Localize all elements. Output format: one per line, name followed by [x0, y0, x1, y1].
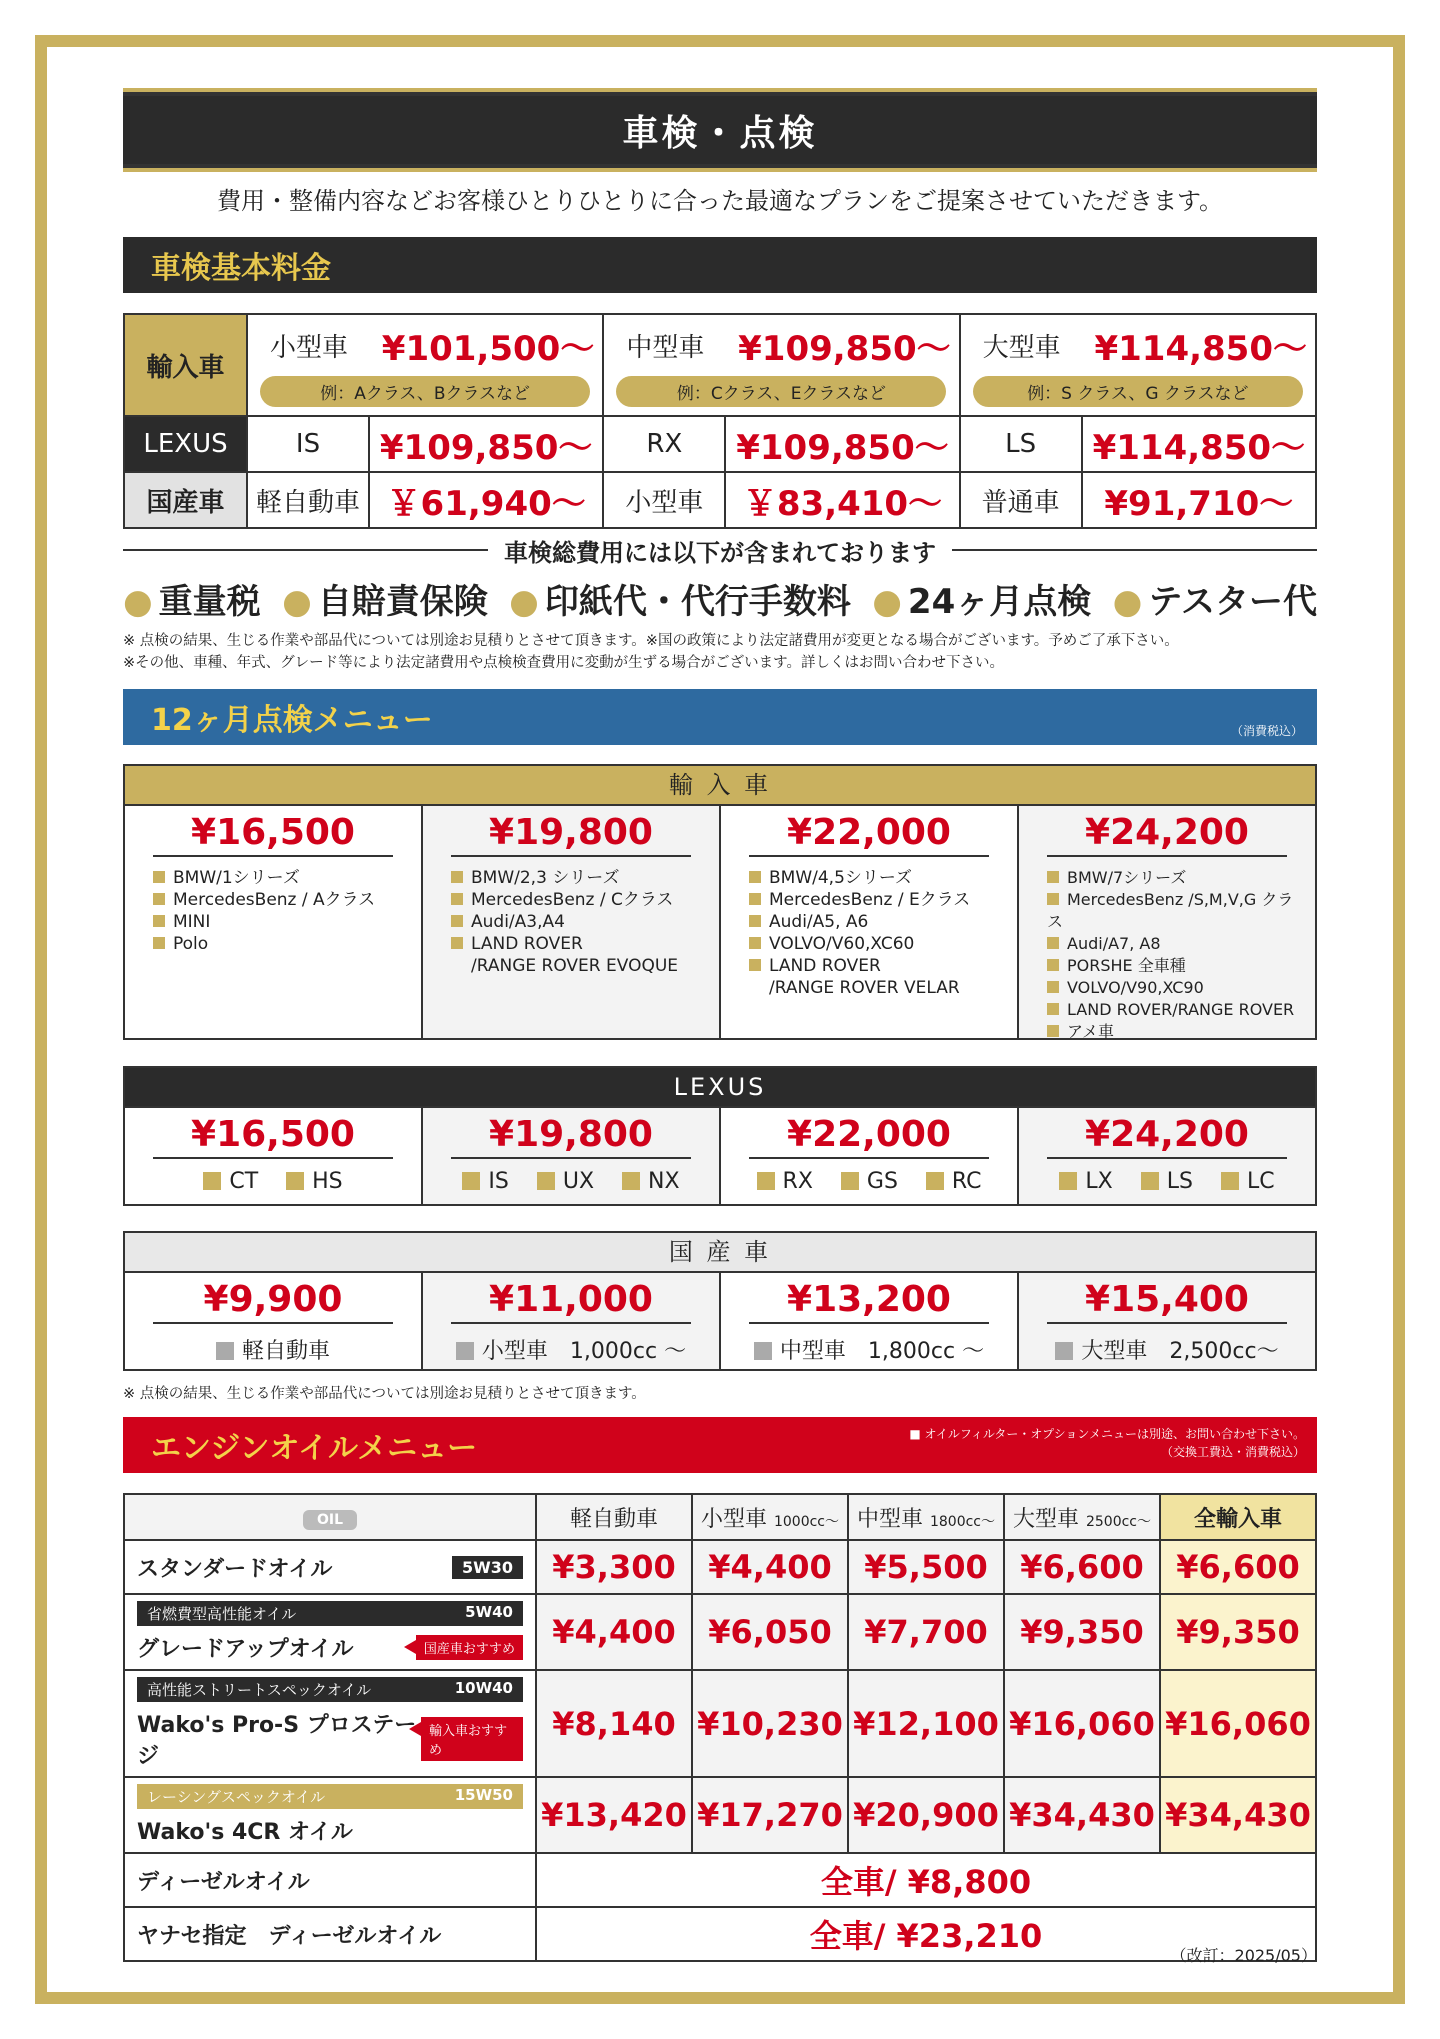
- table-row: [124, 1853, 1316, 1907]
- model-item: BMW/7シリーズ: [1047, 867, 1301, 889]
- class-tag: 中型車 1,800cc 〜: [754, 1334, 984, 1365]
- row-label-domestic: 国産車: [124, 472, 247, 528]
- inspection-domestic-label: 国 産 車: [125, 1233, 1315, 1273]
- example-pill: 例：S クラス、G クラスなど: [973, 376, 1303, 407]
- price: ¥22,000: [749, 812, 989, 857]
- model-item: MINI: [153, 911, 407, 933]
- class-tag: 軽自動車: [216, 1334, 330, 1365]
- model-item: アメ車: [1047, 1021, 1301, 1043]
- model-tag: UX: [537, 1169, 594, 1194]
- oil-name: ディーゼルオイル: [124, 1853, 536, 1907]
- price: ¥19,800: [451, 1114, 691, 1159]
- inspection-column: [125, 1108, 423, 1204]
- model-item: Polo: [153, 933, 407, 955]
- price: ¥4,400: [692, 1540, 848, 1594]
- inspection-column: [721, 1273, 1019, 1369]
- oil-name-cell: [124, 1540, 536, 1594]
- table-row: [124, 1540, 1316, 1594]
- oil-name-cell: [124, 1670, 536, 1777]
- car-class: 中型車: [626, 333, 705, 363]
- model-item: /RANGE ROVER VELAR: [769, 978, 960, 998]
- col-header: 全輸入車: [1160, 1494, 1316, 1540]
- price: ￥83,410〜: [725, 472, 959, 528]
- inspection-column: [125, 1273, 423, 1369]
- oil-price-table: [123, 1493, 1317, 1962]
- oil-name-cell: [124, 1777, 536, 1853]
- price: ¥9,900: [153, 1279, 393, 1324]
- model-item: Audi/A5, A6: [749, 911, 1003, 933]
- inspection-section-title: 12ヶ月点検メニュー （消費税込）: [123, 689, 1317, 745]
- car-class: 小型車: [603, 472, 725, 528]
- note-line: ※その他、車種、年式、グレード等により法定諸費用や点検検査費用に変動が生ずる場合がございます。詳しくはお問い合わせ下さい。: [123, 655, 1004, 671]
- inspection-column: [721, 1108, 1019, 1204]
- model-tag: CT: [203, 1169, 258, 1194]
- model-item: BMW/2,3 シリーズ: [451, 867, 705, 889]
- include-item: ● 印紙代・代行手数料: [509, 574, 851, 624]
- col-header: 大型車 2500cc〜: [1004, 1494, 1160, 1540]
- col-header: 中型車 1800cc〜: [848, 1494, 1004, 1540]
- model-tag: LS: [1141, 1169, 1193, 1194]
- price: ¥109,850〜: [369, 416, 603, 472]
- page-title-bar: [123, 88, 1317, 172]
- includes-heading: 車検総費用には以下が含まれております: [123, 532, 1317, 568]
- inspection-column: [423, 1108, 721, 1204]
- intro-text: 費用・整備内容などお客様ひとりひとりに合った最適なプランをご提案させていただきます。: [216, 187, 1224, 215]
- price: ¥114,850〜: [1082, 416, 1316, 472]
- model-item: VOLVO/V60,XC60: [749, 933, 1003, 955]
- model-item: PORSHE 全車種: [1047, 955, 1301, 977]
- model-tag: LC: [1221, 1169, 1275, 1194]
- oil-subtitle-bar: 省燃費型高性能オイル 5W40: [137, 1601, 523, 1626]
- price: ¥101,500〜: [381, 329, 595, 369]
- oil-section-title: エンジンオイルメニュー ■ オイルフィルター・オプションメニューは別途、お問い合わせ下さい。 （交換工費込・消費税込）: [123, 1417, 1317, 1473]
- inspection-imported-box: [123, 764, 1317, 1040]
- model-tag: RC: [926, 1169, 982, 1194]
- inspection-column: [423, 806, 721, 1038]
- price: ¥16,500: [153, 1114, 393, 1159]
- oil-name: Wako's 4CR オイル: [137, 1820, 353, 1845]
- row-label-lexus: LEXUS: [124, 416, 247, 472]
- model-item: BMW/1シリーズ: [153, 867, 407, 889]
- oil-name-cell: [124, 1594, 536, 1670]
- price: ¥34,430: [1004, 1777, 1160, 1853]
- inspection-column: [423, 1273, 721, 1369]
- price: ¥24,200: [1047, 1114, 1287, 1159]
- oil-name: ヤナセ指定 ディーゼルオイル: [124, 1907, 536, 1961]
- oil-icon-cell: [124, 1494, 536, 1540]
- price: ¥10,230: [692, 1670, 848, 1777]
- oil-name: グレードアップオイル: [137, 1637, 354, 1662]
- oil-name: スタンダードオイル: [137, 1556, 333, 1582]
- price: ¥5,500: [848, 1540, 1004, 1594]
- oil-note: （交換工費込・消費税込）: [1160, 1445, 1305, 1459]
- inspection-lexus-box: [123, 1066, 1317, 1206]
- model-tag: RX: [757, 1169, 813, 1194]
- price: ¥19,800: [451, 812, 691, 857]
- oil-subtitle-bar: 高性能ストリートスペックオイル 10W40: [137, 1677, 523, 1702]
- model-item: MercedesBenz / Aクラス: [153, 889, 407, 911]
- price: ¥12,100: [848, 1670, 1004, 1777]
- car-class: 小型車: [270, 333, 349, 363]
- price: ¥109,850〜: [738, 329, 951, 369]
- tax-note: （消費税込）: [1230, 724, 1303, 738]
- price: ¥6,050: [692, 1594, 848, 1670]
- includes-list: [123, 574, 1317, 624]
- price: ¥16,500: [153, 812, 393, 857]
- price: 全車/ ¥8,800: [536, 1853, 1316, 1907]
- inspection-imported-label: 輸 入 車: [125, 766, 1315, 806]
- oil-name: Wako's Pro-S プロステージ: [137, 1713, 417, 1769]
- include-item: ● 重量税: [123, 574, 261, 624]
- car-class: RX: [603, 416, 725, 472]
- recommend-badge: 国産車おすすめ: [416, 1635, 523, 1660]
- imported-medium-cell: [603, 314, 959, 416]
- include-item: ● テスター代: [1113, 574, 1317, 624]
- model-item: Audi/A7, A8: [1047, 933, 1301, 955]
- class-tag: 大型車 2,500cc〜: [1055, 1334, 1278, 1365]
- price: ¥20,900: [848, 1777, 1004, 1853]
- price: ¥34,430: [1160, 1777, 1316, 1853]
- page-title: 車検・点検: [123, 96, 1317, 164]
- note-line: ※ 点検の結果、生じる作業や部品代については別途お見積りとさせて頂きます。※国の政策により法定諸費用が変更となる場合がございます。予めご了承下さい。: [123, 633, 1179, 649]
- model-tag: IS: [462, 1169, 508, 1194]
- oil-notes: [909, 1425, 1305, 1461]
- include-item: ● 自賠責保険: [282, 574, 488, 624]
- model-item: MercedesBenz / Eクラス: [749, 889, 1003, 911]
- price: ¥16,060: [1160, 1670, 1316, 1777]
- price: ¥6,600: [1160, 1540, 1316, 1594]
- table-row: [124, 1777, 1316, 1853]
- recommend-badge: 輸入車おすすめ: [421, 1717, 523, 1761]
- inspection-lexus-label: LEXUS: [125, 1068, 1315, 1108]
- price: ¥8,140: [536, 1670, 692, 1777]
- price: ¥16,060: [1004, 1670, 1160, 1777]
- inspection-column: [721, 806, 1019, 1038]
- class-tag: 小型車 1,000cc 〜: [456, 1334, 686, 1365]
- row-label-imported: 輸入車: [124, 314, 247, 416]
- car-class: 軽自動車: [247, 472, 369, 528]
- col-header: 小型車 1000cc〜: [692, 1494, 848, 1540]
- model-item: Audi/A3,A4: [451, 911, 705, 933]
- car-class: IS: [247, 416, 369, 472]
- model-tag: GS: [841, 1169, 898, 1194]
- revision-date: （改訂：2025/05）: [1170, 1946, 1317, 1965]
- price: ￥61,940〜: [369, 472, 603, 528]
- model-item: BMW/4,5シリーズ: [749, 867, 1003, 889]
- example-pill: 例：Aクラス、Bクラスなど: [260, 376, 590, 407]
- table-row: [124, 1594, 1316, 1670]
- model-item: LAND ROVER: [451, 933, 705, 955]
- car-class: 大型車: [982, 333, 1061, 363]
- imported-small-cell: [247, 314, 603, 416]
- price: ¥91,710〜: [1082, 472, 1316, 528]
- price: ¥11,000: [451, 1279, 691, 1324]
- price: ¥6,600: [1004, 1540, 1160, 1594]
- price: ¥13,420: [536, 1777, 692, 1853]
- price: ¥9,350: [1004, 1594, 1160, 1670]
- viscosity-badge: 5W30: [452, 1556, 523, 1579]
- price: ¥9,350: [1160, 1594, 1316, 1670]
- example-pill: 例：Cクラス、Eクラスなど: [616, 376, 946, 407]
- model-item: LAND ROVER: [749, 955, 1003, 977]
- col-header: 軽自動車: [536, 1494, 692, 1540]
- inspection-domestic-box: [123, 1231, 1317, 1371]
- model-item: /RANGE ROVER EVOQUE: [471, 956, 679, 976]
- shaken-section-title: 車検基本料金: [123, 237, 1317, 293]
- model-item: MercedesBenz /S,M,V,G クラス: [1047, 889, 1301, 933]
- price: ¥24,200: [1047, 812, 1287, 857]
- model-item: VOLVO/V90,XC90: [1047, 977, 1301, 999]
- inspection-note: ※ 点検の結果、生じる作業や部品代については別途お見積りとさせて頂きます。: [123, 1386, 646, 1402]
- oil-subtitle-bar: レーシングスペックオイル 15W50: [137, 1784, 523, 1809]
- price: ¥13,200: [749, 1279, 989, 1324]
- price: ¥7,700: [848, 1594, 1004, 1670]
- table-row: [124, 1670, 1316, 1777]
- imported-large-cell: [960, 314, 1316, 416]
- inspection-column: [1019, 1273, 1315, 1369]
- price: ¥22,000: [749, 1114, 989, 1159]
- shaken-notes: [123, 630, 1317, 674]
- model-tag: NX: [622, 1169, 680, 1194]
- include-item: ● 24ヶ月点検: [872, 574, 1091, 624]
- price: ¥17,270: [692, 1777, 848, 1853]
- model-tag: HS: [286, 1169, 343, 1194]
- price: ¥3,300: [536, 1540, 692, 1594]
- shaken-price-table: [123, 313, 1317, 529]
- price: ¥109,850〜: [725, 416, 959, 472]
- price: ¥114,850〜: [1094, 329, 1307, 369]
- model-item: LAND ROVER/RANGE ROVER: [1047, 999, 1301, 1021]
- inspection-column: [1019, 1108, 1315, 1204]
- price: ¥4,400: [536, 1594, 692, 1670]
- oil-can-icon: OIL: [303, 1510, 357, 1530]
- model-item: MercedesBenz / Cクラス: [451, 889, 705, 911]
- price: 全車/ ¥23,210: [536, 1907, 1316, 1961]
- model-tag: LX: [1059, 1169, 1112, 1194]
- car-class: 普通車: [960, 472, 1082, 528]
- car-class: LS: [960, 416, 1082, 472]
- oil-note: ■ オイルフィルター・オプションメニューは別途、お問い合わせ下さい。: [909, 1427, 1305, 1441]
- inspection-column: [1019, 806, 1315, 1041]
- price: ¥15,400: [1047, 1279, 1287, 1324]
- inspection-column: [125, 806, 423, 1038]
